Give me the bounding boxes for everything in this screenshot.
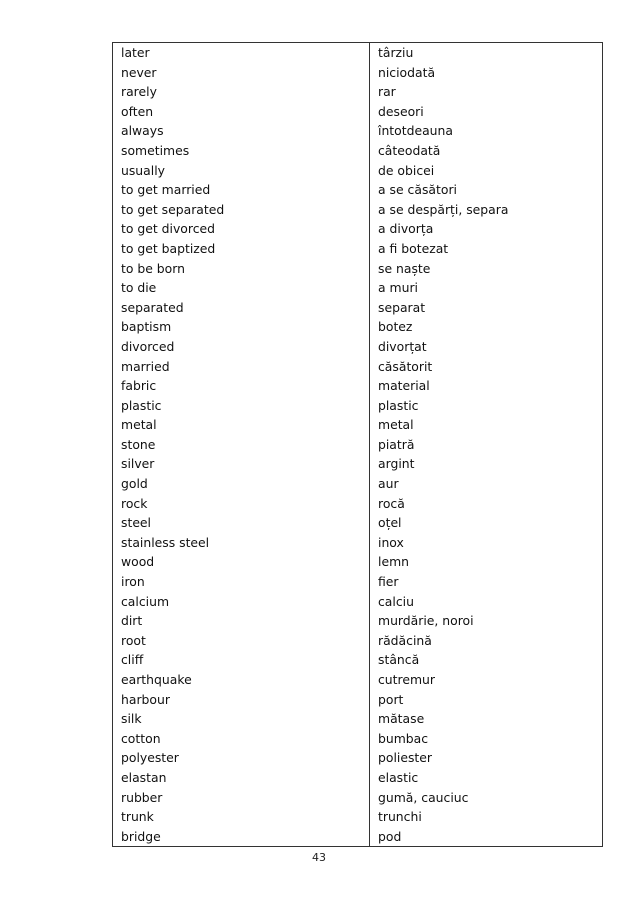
english-term: trunk [113,807,370,827]
romanian-term: câteodată [370,141,603,161]
english-term: wood [113,552,370,572]
romanian-term: rădăcină [370,631,603,651]
table-row [113,180,603,200]
romanian-term: întotdeauna [370,121,603,141]
english-term: baptism [113,317,370,337]
table-row [113,592,603,612]
english-term: never [113,63,370,83]
table-row [113,415,603,435]
table-row [113,337,603,357]
romanian-term: material [370,376,603,396]
romanian-term: stâncă [370,650,603,670]
romanian-term: rocă [370,494,603,514]
english-term: stainless steel [113,533,370,553]
english-term: separated [113,298,370,318]
table-row [113,161,603,181]
romanian-term: separat [370,298,603,318]
english-term: rubber [113,788,370,808]
english-term: to die [113,278,370,298]
english-term: always [113,121,370,141]
romanian-term: căsătorit [370,357,603,377]
table-row [113,43,603,63]
table-row [113,748,603,768]
romanian-term: a divorța [370,219,603,239]
table-row [113,827,603,847]
romanian-term: fier [370,572,603,592]
romanian-term: piatră [370,435,603,455]
english-term: to get separated [113,200,370,220]
table-row [113,513,603,533]
table-row [113,200,603,220]
table-row [113,454,603,474]
english-term: cliff [113,650,370,670]
romanian-term: port [370,690,603,710]
english-term: silk [113,709,370,729]
table-row [113,102,603,122]
romanian-term: trunchi [370,807,603,827]
table-row [113,278,603,298]
romanian-term: murdărie, noroi [370,611,603,631]
romanian-term: cutremur [370,670,603,690]
romanian-term: poliester [370,748,603,768]
english-term: later [113,43,370,63]
english-term: usually [113,161,370,181]
english-term: harbour [113,690,370,710]
page-number: 43 [312,851,326,864]
english-term: to be born [113,259,370,279]
english-term: iron [113,572,370,592]
english-term: stone [113,435,370,455]
romanian-term: târziu [370,43,603,63]
table-row [113,376,603,396]
table-row [113,121,603,141]
table-row [113,82,603,102]
english-term: cotton [113,729,370,749]
table-row [113,435,603,455]
english-term: steel [113,513,370,533]
table-row [113,650,603,670]
english-term: bridge [113,827,370,847]
english-term: calcium [113,592,370,612]
table-row [113,298,603,318]
table-row [113,357,603,377]
table-row [113,768,603,788]
romanian-term: a se despărți, separa [370,200,603,220]
english-term: rarely [113,82,370,102]
english-term: dirt [113,611,370,631]
romanian-term: de obicei [370,161,603,181]
table-row [113,631,603,651]
romanian-term: deseori [370,102,603,122]
romanian-term: a muri [370,278,603,298]
table-row [113,239,603,259]
table-row [113,474,603,494]
romanian-term: pod [370,827,603,847]
table-row [113,611,603,631]
romanian-term: niciodată [370,63,603,83]
english-term: earthquake [113,670,370,690]
english-term: to get baptized [113,239,370,259]
table-row [113,396,603,416]
table-row [113,690,603,710]
vocabulary-table [112,42,603,847]
english-term: rock [113,494,370,514]
romanian-term: metal [370,415,603,435]
english-term: plastic [113,396,370,416]
english-term: polyester [113,748,370,768]
romanian-term: se naște [370,259,603,279]
romanian-term: elastic [370,768,603,788]
table-row [113,807,603,827]
english-term: elastan [113,768,370,788]
table-row [113,533,603,553]
english-term: silver [113,454,370,474]
romanian-term: bumbac [370,729,603,749]
romanian-term: mătase [370,709,603,729]
romanian-term: calciu [370,592,603,612]
english-term: root [113,631,370,651]
english-term: gold [113,474,370,494]
romanian-term: a fi botezat [370,239,603,259]
table-row [113,729,603,749]
table-row [113,670,603,690]
english-term: to get divorced [113,219,370,239]
table-row [113,259,603,279]
english-term: often [113,102,370,122]
romanian-term: a se căsători [370,180,603,200]
table-row [113,219,603,239]
romanian-term: inox [370,533,603,553]
table-row [113,63,603,83]
table-row [113,552,603,572]
table-row [113,494,603,514]
table-row [113,788,603,808]
english-term: metal [113,415,370,435]
table-row [113,572,603,592]
english-term: to get married [113,180,370,200]
english-term: sometimes [113,141,370,161]
romanian-term: gumă, cauciuc [370,788,603,808]
romanian-term: plastic [370,396,603,416]
romanian-term: rar [370,82,603,102]
table-row [113,317,603,337]
english-term: married [113,357,370,377]
table-row [113,141,603,161]
english-term: fabric [113,376,370,396]
romanian-term: lemn [370,552,603,572]
english-term: divorced [113,337,370,357]
romanian-term: botez [370,317,603,337]
romanian-term: oțel [370,513,603,533]
table-row [113,709,603,729]
vocabulary-table-body [113,43,603,847]
romanian-term: divorțat [370,337,603,357]
romanian-term: aur [370,474,603,494]
romanian-term: argint [370,454,603,474]
